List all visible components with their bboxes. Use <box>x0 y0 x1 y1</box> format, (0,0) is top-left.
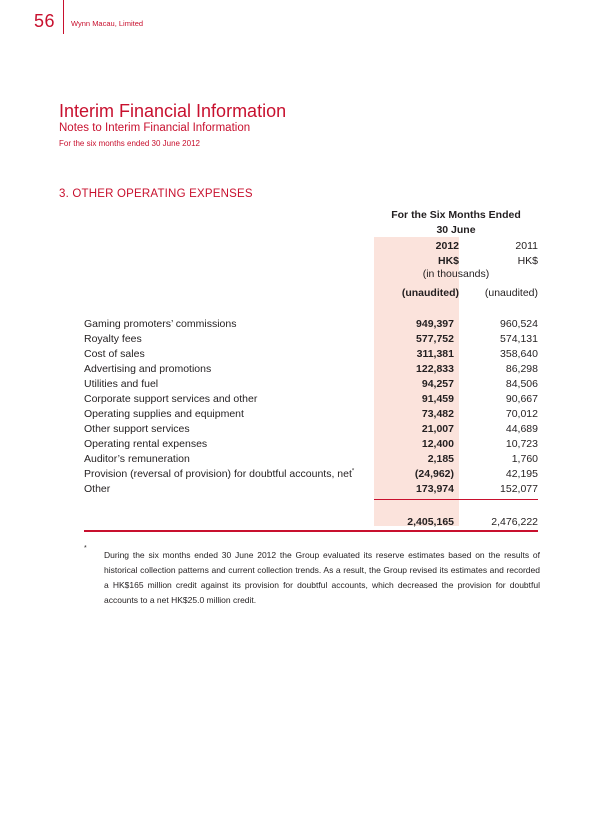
table-row <box>0 393 612 408</box>
row-value-2011: 10,723 <box>505 438 538 450</box>
header-status-2012: (unaudited) <box>401 287 459 299</box>
total-2012: 2,405,165 <box>407 516 454 528</box>
row-value-2011: 90,667 <box>505 393 538 405</box>
table-row <box>0 318 612 333</box>
header-year-2011: 2011 <box>515 240 538 252</box>
row-value-2011: 70,012 <box>505 408 538 420</box>
company-name: Wynn Macau, Limited <box>71 19 144 28</box>
row-value-2011: 152,077 <box>500 483 538 495</box>
row-label: Operating rental expenses <box>84 438 208 450</box>
row-value-2012: 2,185 <box>427 453 454 465</box>
table-row <box>0 483 612 498</box>
page-subtitle: Notes to Interim Financial Information <box>59 122 251 134</box>
footnote-text: During the six months ended 30 June 2012 the Group evaluated its reserve estimates based on the results of historical collection patterns and current collection trends. As a result, the Group revised its estimates and recorded a HK$165 million credit against its provision for doubtful accounts, which decreased the provision for doubtful accounts to a net HK$25.0 million credit. <box>104 550 540 605</box>
row-value-2011: 1,760 <box>511 453 538 465</box>
row-label: Auditor’s remuneration <box>84 453 190 465</box>
row-value-2011: 84,506 <box>505 378 538 390</box>
header-year-2012: 2012 <box>435 240 459 252</box>
row-value-2011: 960,524 <box>500 318 538 330</box>
row-value-2012: (24,962) <box>414 468 454 480</box>
row-value-2012: 173,974 <box>416 483 454 495</box>
row-value-2012: 122,833 <box>416 363 454 375</box>
table-header-period: For the Six Months Ended <box>391 209 521 221</box>
header-currency-2012: HK$ <box>437 255 459 267</box>
row-label: Operating supplies and equipment <box>84 408 244 420</box>
footnote-marker: * <box>84 545 87 552</box>
row-value-2011: 42,195 <box>505 468 538 480</box>
table-row <box>0 468 612 483</box>
page-number: 56 <box>34 11 56 31</box>
row-label: Other support services <box>84 423 190 435</box>
row-label: Royalty fees <box>84 333 142 345</box>
table-row <box>0 438 612 453</box>
row-value-2011: 86,298 <box>505 363 538 375</box>
row-label: Corporate support services and other <box>84 393 258 405</box>
subtotal-rule <box>374 499 538 500</box>
row-value-2012: 73,482 <box>421 408 454 420</box>
row-value-2012: 91,459 <box>421 393 454 405</box>
section-heading: 3. OTHER OPERATING EXPENSES <box>59 188 253 200</box>
table-row <box>0 363 612 378</box>
table-row <box>0 333 612 348</box>
table-row <box>0 348 612 363</box>
table-row <box>0 408 612 423</box>
table-row <box>0 453 612 468</box>
row-label: Advertising and promotions <box>84 363 212 375</box>
table-row <box>0 378 612 393</box>
header-status-2011: (unaudited) <box>484 287 538 299</box>
row-label: Cost of sales <box>84 348 145 360</box>
row-label: Utilities and fuel <box>84 378 159 390</box>
table-header-date: 30 June <box>436 224 476 236</box>
row-value-2012: 949,397 <box>416 318 454 330</box>
total-rule <box>84 530 538 532</box>
period-caption: For the six months ended 30 June 2012 <box>59 139 200 148</box>
total-2011: 2,476,222 <box>491 516 538 528</box>
row-value-2012: 94,257 <box>421 378 454 390</box>
footnote-reference: * <box>351 468 355 475</box>
header-currency-2011: HK$ <box>517 255 538 267</box>
table-row <box>0 423 612 438</box>
header-unit: (in thousands) <box>422 268 490 280</box>
row-value-2012: 12,400 <box>421 438 454 450</box>
row-label: Gaming promoters’ commissions <box>84 318 237 330</box>
row-value-2012: 577,752 <box>416 333 454 345</box>
row-value-2012: 311,381 <box>416 348 454 360</box>
row-label-with-footnote <box>84 468 354 480</box>
row-label: Provision (reversal of provision) for doubtful accounts, net <box>84 468 352 480</box>
row-value-2012: 21,007 <box>421 423 454 435</box>
header-divider <box>63 0 64 34</box>
row-value-2011: 44,689 <box>505 423 538 435</box>
page-title: Interim Financial Information <box>59 101 287 121</box>
row-label: Other <box>84 483 111 495</box>
row-value-2011: 358,640 <box>500 348 538 360</box>
row-value-2011: 574,131 <box>500 333 538 345</box>
